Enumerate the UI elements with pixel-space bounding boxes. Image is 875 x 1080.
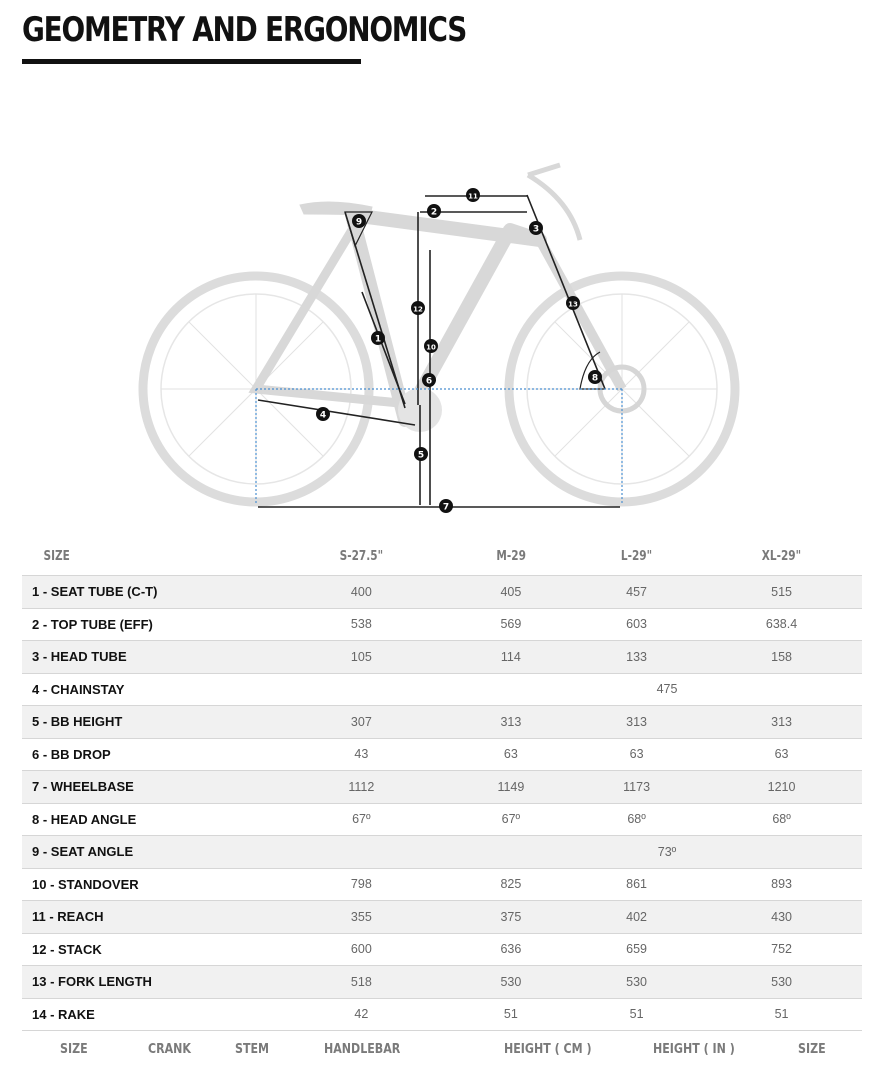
table-cell: 825 <box>450 868 572 901</box>
table-cell: 530 <box>572 966 701 999</box>
column-header: M-29 <box>496 549 526 564</box>
table-row <box>22 803 862 836</box>
table-row <box>22 608 862 641</box>
row-label: 13 - FORK LENGTH <box>22 966 273 999</box>
column-header: SIZE <box>60 1042 88 1057</box>
marker-12 <box>411 301 425 315</box>
table-row <box>22 673 862 706</box>
table-cell: 518 <box>273 966 450 999</box>
table-cell: 1149 <box>450 771 572 804</box>
table-cell: 42 <box>273 998 450 1031</box>
column-header: HANDLEBAR <box>324 1042 401 1057</box>
svg-text:1: 1 <box>374 334 382 345</box>
table-cell: 400 <box>273 576 450 609</box>
table-cell: 430 <box>701 901 862 934</box>
marker-4 <box>316 407 330 421</box>
svg-text:10: 10 <box>426 343 436 352</box>
column-header: SIZE <box>798 1042 826 1057</box>
table-cell: 861 <box>572 868 701 901</box>
table-cell: 114 <box>450 641 572 674</box>
table-cell: 603 <box>572 608 701 641</box>
title-underline <box>22 59 361 64</box>
table-cell: 638.4 <box>701 608 862 641</box>
table-cell: 307 <box>273 706 450 739</box>
column-header: CRANK <box>148 1042 191 1057</box>
svg-text:6: 6 <box>425 376 433 387</box>
table-cell: 105 <box>273 641 450 674</box>
marker-13 <box>566 296 580 310</box>
table-cell: 313 <box>701 706 862 739</box>
table-cell: 51 <box>701 998 862 1031</box>
table-cell: 530 <box>701 966 862 999</box>
component-table-header <box>22 1042 862 1066</box>
table-cell: 752 <box>701 933 862 966</box>
table-cell: 67º <box>273 803 450 836</box>
table-row <box>22 706 862 739</box>
table-cell: 63 <box>701 738 862 771</box>
svg-text:8: 8 <box>591 373 599 384</box>
table-cell: 569 <box>450 608 572 641</box>
table-cell: 515 <box>701 576 862 609</box>
table-cell: 51 <box>450 998 572 1031</box>
row-label: 1 - SEAT TUBE (C-T) <box>22 576 273 609</box>
table-cell-span: 475 <box>273 673 862 706</box>
table-cell: 530 <box>450 966 572 999</box>
marker-10 <box>424 339 438 353</box>
svg-text:13: 13 <box>568 300 578 309</box>
row-label: 14 - RAKE <box>22 998 273 1031</box>
table-cell: 355 <box>273 901 450 934</box>
geometry-table <box>22 538 862 1031</box>
table-cell: 51 <box>572 998 701 1031</box>
table-cell: 133 <box>572 641 701 674</box>
table-row <box>22 901 862 934</box>
row-label: 6 - BB DROP <box>22 738 273 771</box>
row-label: 4 - CHAINSTAY <box>22 673 273 706</box>
table-cell: 402 <box>572 901 701 934</box>
table-cell: 405 <box>450 576 572 609</box>
table-cell: 1210 <box>701 771 862 804</box>
table-row <box>22 738 862 771</box>
svg-text:9: 9 <box>355 217 363 228</box>
marker-9 <box>352 214 366 228</box>
table-cell-span: 73º <box>273 836 862 869</box>
row-label: 3 - HEAD TUBE <box>22 641 273 674</box>
table-row <box>22 836 862 869</box>
row-label: 8 - HEAD ANGLE <box>22 803 273 836</box>
column-header: L-29" <box>620 549 653 564</box>
table-row <box>22 998 862 1031</box>
row-label: 11 - REACH <box>22 901 273 934</box>
table-cell: 893 <box>701 868 862 901</box>
svg-text:3: 3 <box>532 224 540 235</box>
table-cell: 158 <box>701 641 862 674</box>
svg-text:11: 11 <box>468 192 478 201</box>
bike-geometry-diagram <box>130 150 750 520</box>
table-row <box>22 933 862 966</box>
svg-text:4: 4 <box>319 410 327 421</box>
table-cell: 636 <box>450 933 572 966</box>
row-label: 10 - STANDOVER <box>22 868 273 901</box>
table-cell: 67º <box>450 803 572 836</box>
table-cell: 457 <box>572 576 701 609</box>
svg-text:5: 5 <box>417 450 425 461</box>
table-row <box>22 771 862 804</box>
table-row <box>22 966 862 999</box>
column-header: SIZE <box>43 549 70 564</box>
table-cell: 313 <box>450 706 572 739</box>
marker-11 <box>466 188 480 202</box>
column-header: HEIGHT ( IN ) <box>653 1042 735 1057</box>
table-cell: 375 <box>450 901 572 934</box>
table-cell: 43 <box>273 738 450 771</box>
row-label: 2 - TOP TUBE (EFF) <box>22 608 273 641</box>
row-label: 9 - SEAT ANGLE <box>22 836 273 869</box>
table-cell: 600 <box>273 933 450 966</box>
marker-6 <box>422 373 436 387</box>
row-label: 12 - STACK <box>22 933 273 966</box>
marker-5 <box>414 447 428 461</box>
column-header: XL-29" <box>761 549 802 564</box>
marker-1 <box>371 331 385 345</box>
svg-text:12: 12 <box>413 305 423 314</box>
table-cell: 1112 <box>273 771 450 804</box>
page-title: GEOMETRY AND ERGONOMICS <box>22 10 467 50</box>
table-cell: 68º <box>572 803 701 836</box>
table-cell: 1173 <box>572 771 701 804</box>
svg-text:7: 7 <box>442 502 450 513</box>
marker-2 <box>427 204 441 218</box>
table-cell: 63 <box>572 738 701 771</box>
table-row <box>22 576 862 609</box>
marker-3 <box>529 221 543 235</box>
svg-text:2: 2 <box>430 207 438 218</box>
column-header: S-27.5" <box>339 549 384 564</box>
table-cell: 63 <box>450 738 572 771</box>
table-cell: 798 <box>273 868 450 901</box>
row-label: 7 - WHEELBASE <box>22 771 273 804</box>
column-header: HEIGHT ( CM ) <box>504 1042 592 1057</box>
table-row <box>22 868 862 901</box>
table-header-row <box>22 538 862 576</box>
table-cell: 538 <box>273 608 450 641</box>
row-label: 5 - BB HEIGHT <box>22 706 273 739</box>
table-cell: 659 <box>572 933 701 966</box>
marker-8 <box>588 370 602 384</box>
table-row <box>22 641 862 674</box>
table-cell: 313 <box>572 706 701 739</box>
marker-7 <box>439 499 453 513</box>
table-cell: 68º <box>701 803 862 836</box>
column-header: STEM <box>235 1042 270 1057</box>
